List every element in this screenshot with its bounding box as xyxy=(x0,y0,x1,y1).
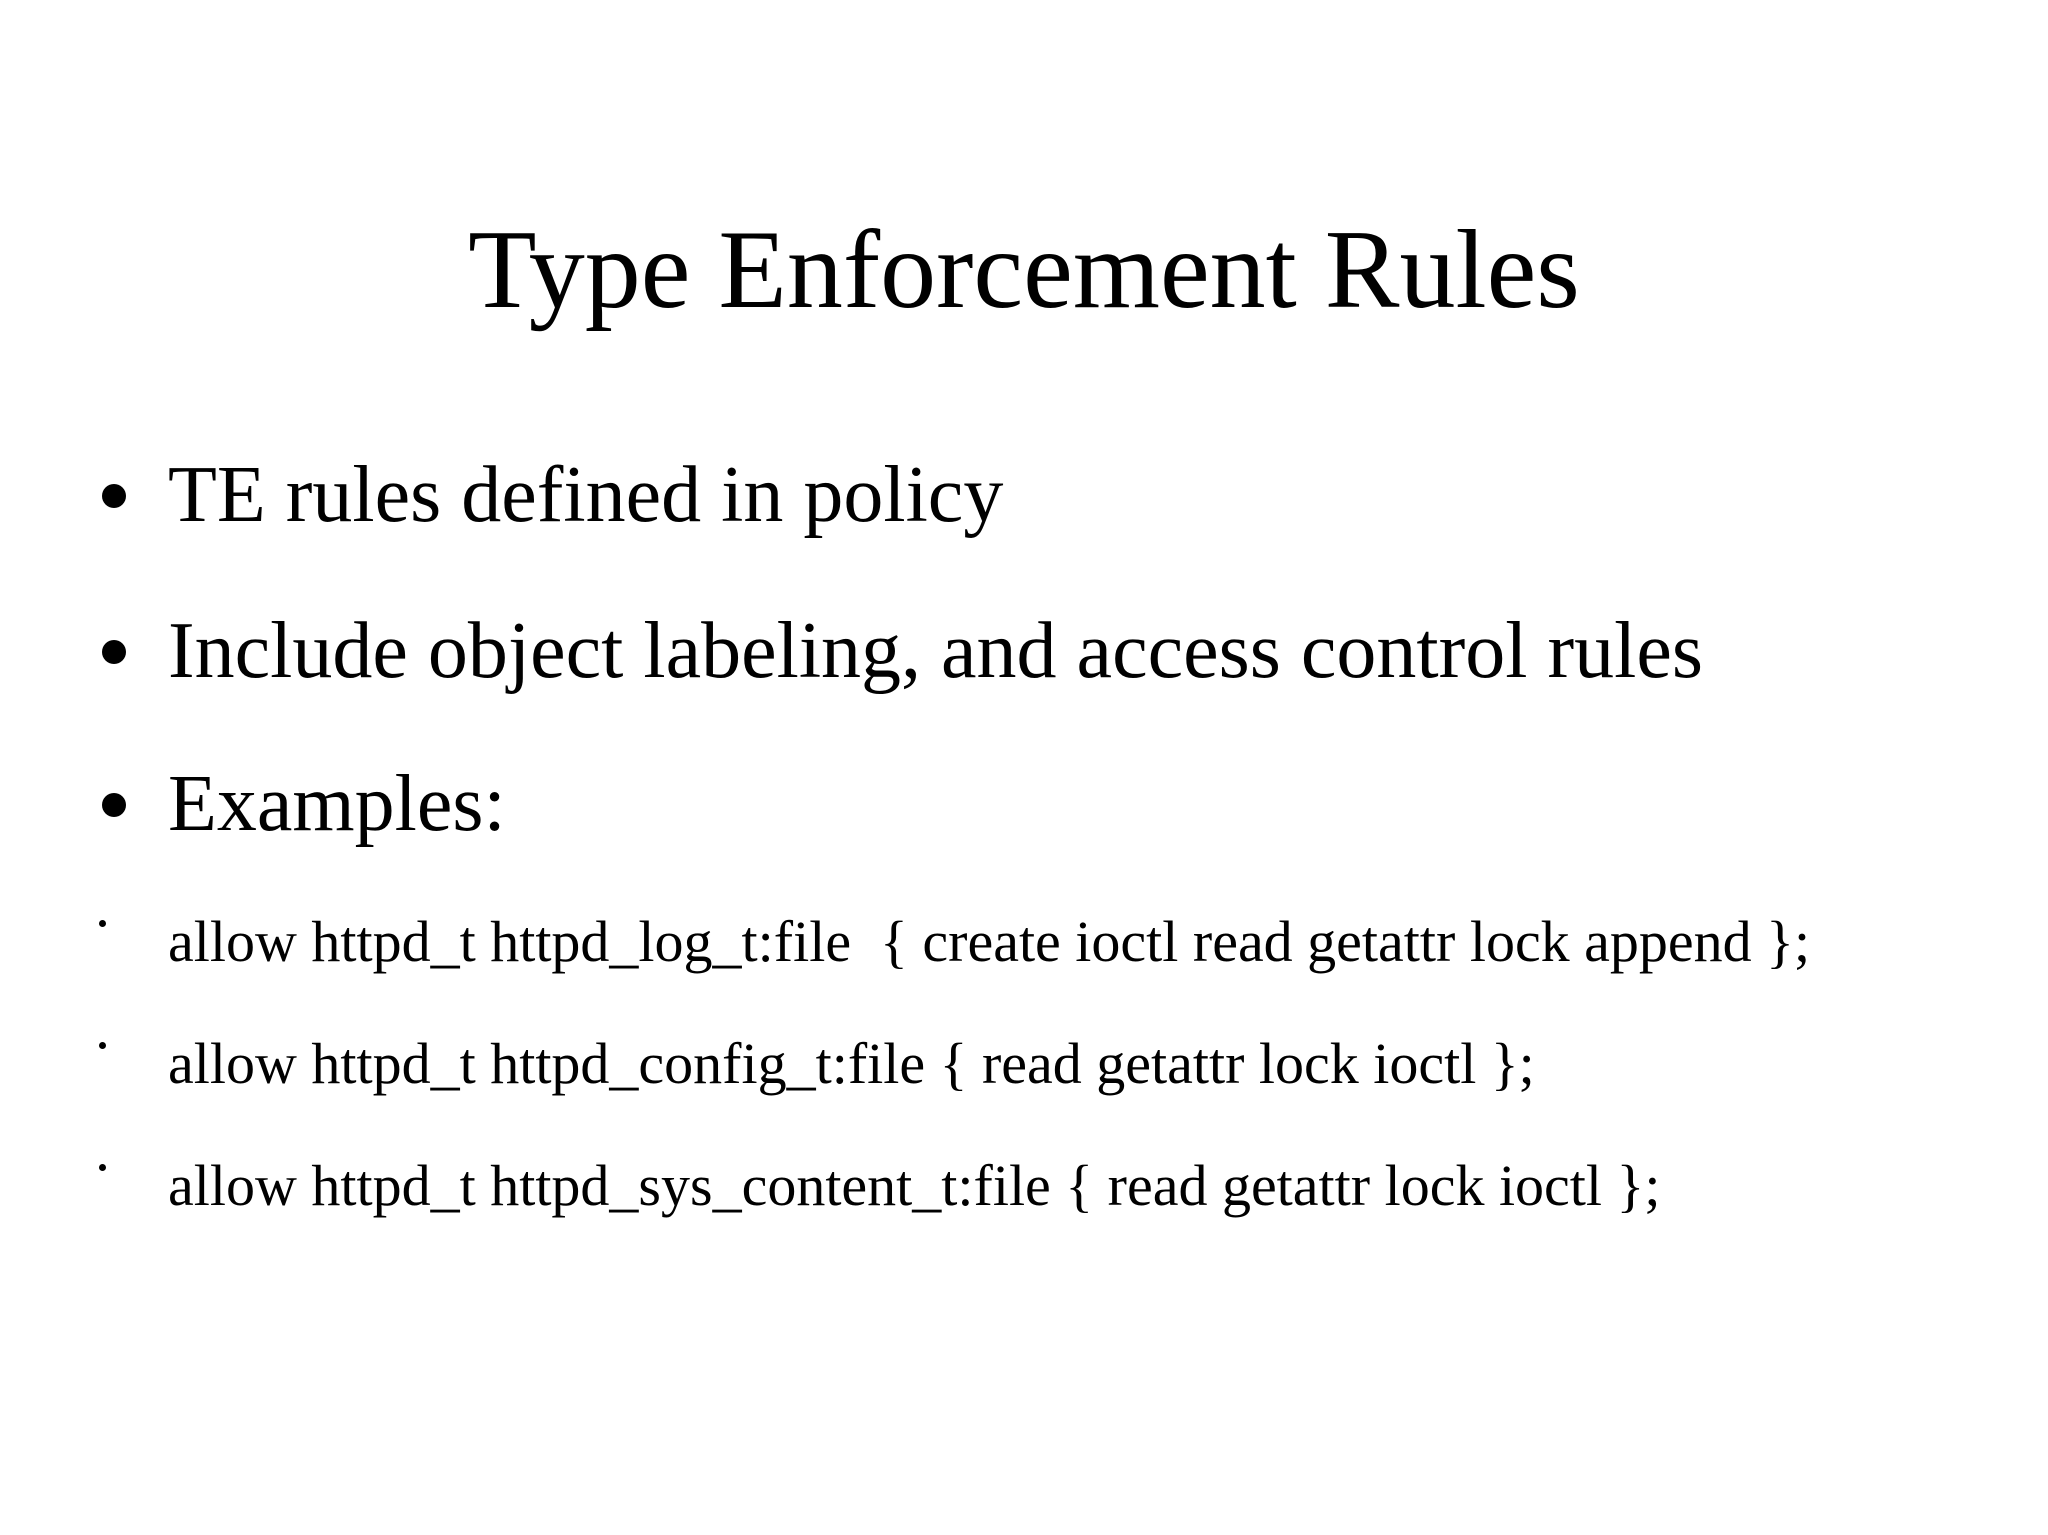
bullet-dot-icon xyxy=(102,484,126,508)
small-bullet-dot-icon xyxy=(99,920,106,927)
example-rule-text: allow httpd_t httpd_config_t:file { read getattr lock ioctl }; xyxy=(168,1031,1535,1096)
bullet-text: Include object labeling, and access control rules xyxy=(168,607,1703,695)
bullet-text: Examples: xyxy=(168,760,506,848)
bullet-dot-icon xyxy=(102,793,126,817)
bullet-text: TE rules defined in policy xyxy=(168,451,1004,539)
bullet-dot-icon xyxy=(102,640,126,664)
example-rule-text: allow httpd_t httpd_sys_content_t:file { read getattr lock ioctl }; xyxy=(168,1153,1661,1218)
slide-title: Type Enforcement Rules xyxy=(468,208,1580,332)
small-bullet-dot-icon xyxy=(99,1042,106,1049)
small-bullet-dot-icon xyxy=(99,1164,106,1171)
example-rule-text: allow httpd_t httpd_log_t:file { create ioctl read getattr lock append }; xyxy=(168,909,1811,974)
